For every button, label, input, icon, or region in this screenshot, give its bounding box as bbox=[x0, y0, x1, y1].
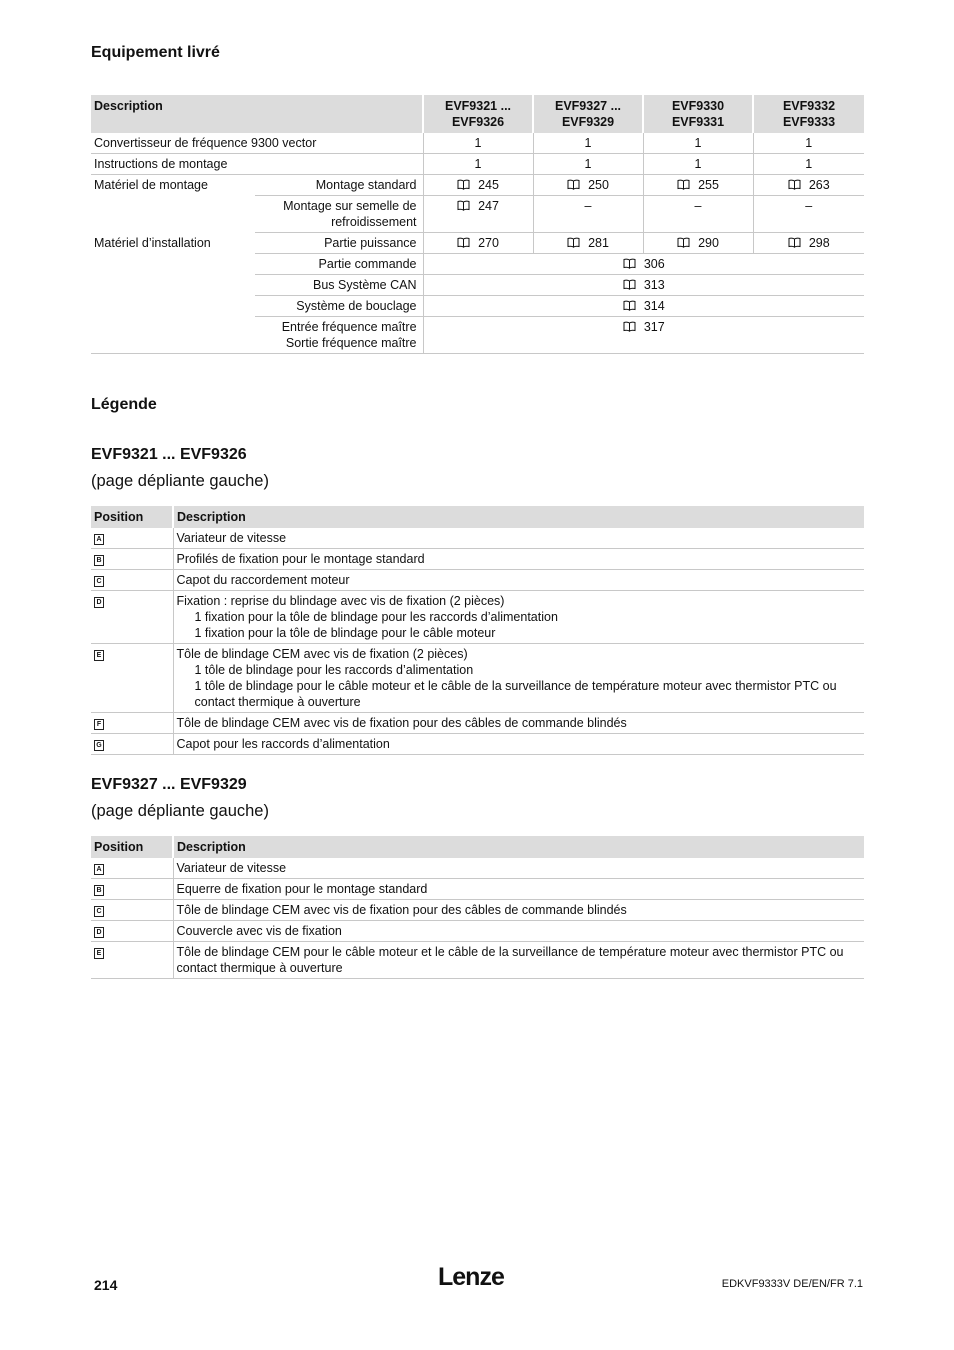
header-description: Description bbox=[91, 95, 423, 133]
table-row: G Capot pour les raccords d’alimentation bbox=[91, 734, 864, 755]
table-row: Entrée fréquence maître Sortie fréquence maître 317 bbox=[91, 317, 864, 354]
book-icon bbox=[567, 179, 580, 190]
mounting-label: Matériel de montage bbox=[94, 178, 208, 192]
position-key: B bbox=[94, 555, 104, 566]
table-row: Bus Système CAN 313 bbox=[91, 275, 864, 296]
document-code: EDKVF9333V DE/EN/FR 7.1 bbox=[721, 1278, 863, 1290]
table-row: B Equerre de fixation pour le montage standard bbox=[91, 879, 864, 900]
legend2-title: EVF9327 ... EVF9329 bbox=[91, 776, 247, 793]
table-row: Instructions de montage 1 1 1 1 bbox=[91, 154, 864, 175]
book-icon bbox=[788, 237, 801, 248]
position-key: G bbox=[94, 740, 104, 751]
legend2-subtitle: (page dépliante gauche) bbox=[91, 802, 269, 820]
position-key: C bbox=[94, 576, 104, 587]
table-header-row: Position Description bbox=[91, 506, 864, 528]
legend1-title: EVF9321 ... EVF9326 bbox=[91, 446, 247, 463]
table-header-row bbox=[91, 95, 864, 133]
section-title: Equipement livré bbox=[91, 44, 220, 61]
legend1-subtitle: (page dépliante gauche) bbox=[91, 472, 269, 490]
table-row: Partie commande 306 bbox=[91, 254, 864, 275]
installation-label: Matériel d’installation bbox=[91, 233, 255, 354]
position-key: F bbox=[94, 719, 104, 730]
legend1-table bbox=[91, 506, 864, 755]
position-key: C bbox=[94, 906, 104, 917]
table-row: A Variateur de vitesse bbox=[91, 528, 864, 549]
table-row: Matériel d’installation Partie puissance 270 281 290 298 bbox=[91, 233, 864, 254]
table-row: C Capot du raccordement moteur bbox=[91, 570, 864, 591]
legend-title: Légende bbox=[91, 396, 157, 413]
table-row: E Tôle de blindage CEM pour le câble moteur et le câble de la surveillance de température moteur avec thermistor PTC ou contact thermique à ouverture bbox=[91, 942, 864, 979]
book-icon bbox=[623, 321, 636, 332]
position-key: E bbox=[94, 948, 104, 959]
book-icon bbox=[677, 179, 690, 190]
book-icon bbox=[567, 237, 580, 248]
header-col4: EVF9332 EVF9333 bbox=[753, 95, 864, 133]
position-key: A bbox=[94, 864, 104, 875]
book-icon bbox=[788, 179, 801, 190]
lenze-logo: Lenze bbox=[438, 1263, 504, 1291]
page-number: 214 bbox=[94, 1277, 118, 1293]
position-key: E bbox=[94, 650, 104, 661]
table-row: A Variateur de vitesse bbox=[91, 858, 864, 879]
table-row: D Fixation : reprise du blindage avec vis de fixation (2 pièces) 1 fixation pour la tôle de blindage pour les raccords d’alimentation 1 fixation pour la tôle de blindage pour le câble moteur bbox=[91, 591, 864, 644]
table-row: Matériel de montage Montage standard 245 250 255 263 bbox=[91, 175, 864, 196]
position-key: A bbox=[94, 534, 104, 545]
table-row: F Tôle de blindage CEM avec vis de fixation pour des câbles de commande blindés bbox=[91, 713, 864, 734]
header-col3: EVF9330 EVF9331 bbox=[643, 95, 753, 133]
header-col1: EVF9321 ... EVF9326 bbox=[423, 95, 533, 133]
book-icon bbox=[623, 300, 636, 311]
table-row: D Couvercle avec vis de fixation bbox=[91, 921, 864, 942]
position-key: D bbox=[94, 927, 104, 938]
book-icon bbox=[457, 237, 470, 248]
legend2-table bbox=[91, 836, 864, 979]
position-key: B bbox=[94, 885, 104, 896]
position-key: D bbox=[94, 597, 104, 608]
book-icon bbox=[623, 258, 636, 269]
book-icon bbox=[457, 200, 470, 211]
book-icon bbox=[623, 279, 636, 290]
delivery-table bbox=[91, 95, 864, 354]
table-row: C Tôle de blindage CEM avec vis de fixation pour des câbles de commande blindés bbox=[91, 900, 864, 921]
book-icon bbox=[457, 179, 470, 190]
table-row: Convertisseur de fréquence 9300 vector 1 1 1 1 bbox=[91, 133, 864, 154]
table-row: Montage sur semelle de refroidissement 247 – – – bbox=[91, 196, 864, 233]
table-row: E Tôle de blindage CEM avec vis de fixation (2 pièces) 1 tôle de blindage pour les raccords d’alimentation 1 tôle de blindage pour le câble moteur et le câble de la surveillance de température moteur avec thermistor PTC ou contact thermique à ouverture bbox=[91, 644, 864, 713]
book-icon bbox=[677, 237, 690, 248]
table-row: Système de bouclage 314 bbox=[91, 296, 864, 317]
table-row: B Profilés de fixation pour le montage standard bbox=[91, 549, 864, 570]
header-col2: EVF9327 ... EVF9329 bbox=[533, 95, 643, 133]
table-header-row: Position Description bbox=[91, 836, 864, 858]
